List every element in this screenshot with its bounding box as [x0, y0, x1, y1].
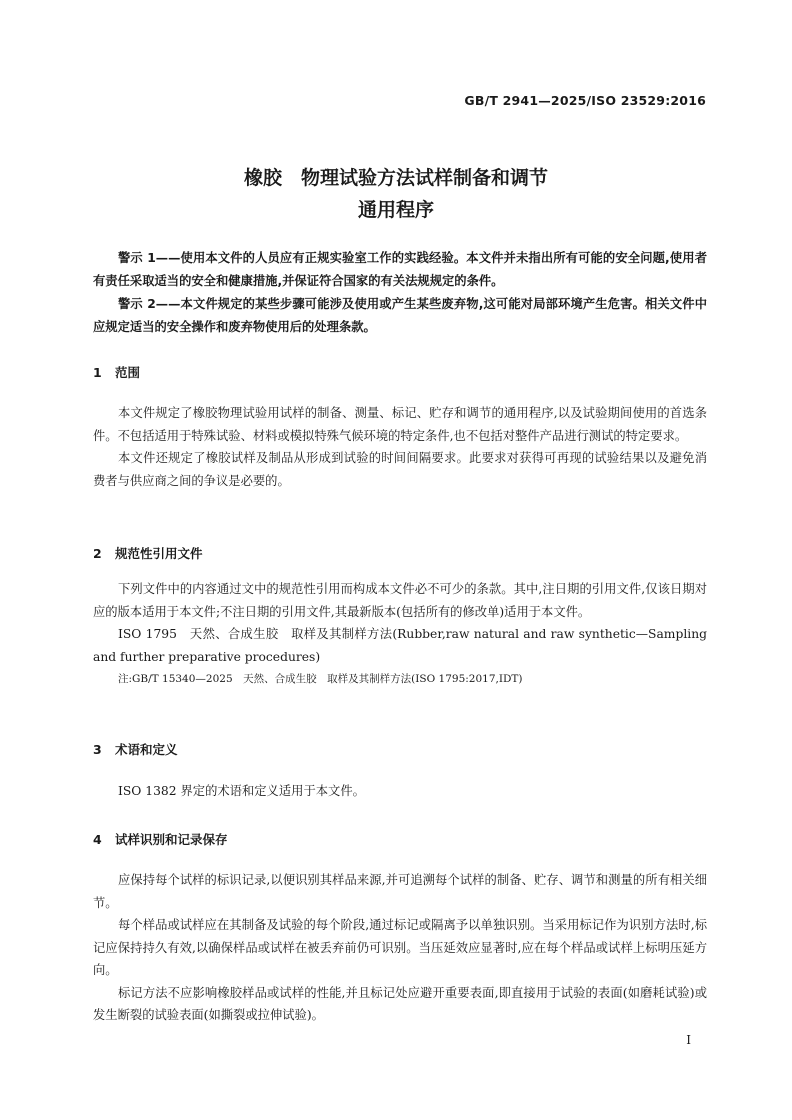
reference-note: 注:GB/T 15340—2025 天然、合成生胶 取样及其制样方法(ISO 1795:2017,IDT) — [118, 673, 523, 685]
section-number: 4 — [93, 832, 102, 847]
paragraph: ISO 1382 界定的术语和定义适用于本文件。 — [118, 784, 365, 798]
section-3-heading — [93, 740, 178, 758]
section-4-body — [93, 869, 707, 1027]
page-number: I — [686, 1033, 691, 1047]
standard-number: GB/T 2941—2025/ISO 23529:2016 — [464, 93, 706, 108]
paragraph: 本文件规定了橡胶物理试验用试样的制备、测量、标记、贮存和调节的通用程序,以及试验期间使用的首选条件。不包括适用于特殊试验、材料或模拟特殊气候环境的特定条件,也不包括对整件产品进行测试的特定要求。 — [93, 406, 707, 443]
section-1-body — [93, 402, 707, 492]
paragraph: 本文件还规定了橡胶试样及制品从形成到试验的时间间隔要求。此要求对获得可再现的试验结果以及避免消费者与供应商之间的争议是必要的。 — [93, 451, 707, 488]
document-title: 橡胶 物理试验方法试样制备和调节 — [243, 167, 548, 189]
section-2-heading — [93, 544, 203, 562]
section-number: 1 — [93, 365, 102, 380]
reference-entry: ISO 1795 天然、合成生胶 取样及其制样方法(Rubber,raw natural and raw synthetic—Sampling and further preparative procedures) — [93, 627, 707, 664]
paragraph: 标记方法不应影响橡胶样品或试样的性能,并且标记处应避开重要表面,即直接用于试验的表面(如磨耗试验)或发生断裂的试验表面(如撕裂或拉伸试验)。 — [93, 985, 707, 1022]
warning-2: 警示 2——本文件规定的某些步骤可能涉及使用或产生某些废弃物,这可能对局部环境产生危害。相关文件中应规定适当的安全操作和废弃物使用后的处理条款。 — [93, 297, 707, 334]
section-3-body — [93, 780, 707, 803]
section-title: 试样识别和记录保存 — [115, 832, 228, 847]
warning-1: 警示 1——使用本文件的人员应有正规实验室工作的实践经验。本文件并未指出所有可能的安全问题,使用者有责任采取适当的安全和健康措施,并保证符合国家的有关法规规定的条件。 — [93, 251, 707, 288]
section-number: 2 — [93, 546, 102, 561]
section-title: 术语和定义 — [115, 742, 178, 757]
section-number: 3 — [93, 742, 102, 757]
warning-block — [93, 247, 707, 339]
section-1-heading — [93, 363, 140, 381]
section-4-heading — [93, 830, 228, 848]
paragraph: 应保持每个试样的标识记录,以便识别其样品来源,并可追溯每个试样的制备、贮存、调节和测量的所有相关细节。 — [93, 873, 707, 910]
paragraph: 每个样品或试样应在其制备及试验的每个阶段,通过标记或隔离予以单独识别。当采用标记作为识别方法时,标记应保持持久有效,以确保样品或试样在被丢弃前仍可识别。当压延效应显著时,应在每个样品或试样上标明压延方向。 — [93, 918, 707, 977]
document-subtitle: 通用程序 — [357, 199, 434, 221]
section-2-body — [93, 578, 707, 691]
section-title: 范围 — [115, 365, 141, 380]
section-title: 规范性引用文件 — [115, 546, 203, 561]
paragraph: 下列文件中的内容通过文中的规范性引用而构成本文件必不可少的条款。其中,注日期的引用文件,仅该日期对应的版本适用于本文件;不注日期的引用文件,其最新版本(包括所有的修改单)适用于本文件。 — [93, 582, 707, 619]
